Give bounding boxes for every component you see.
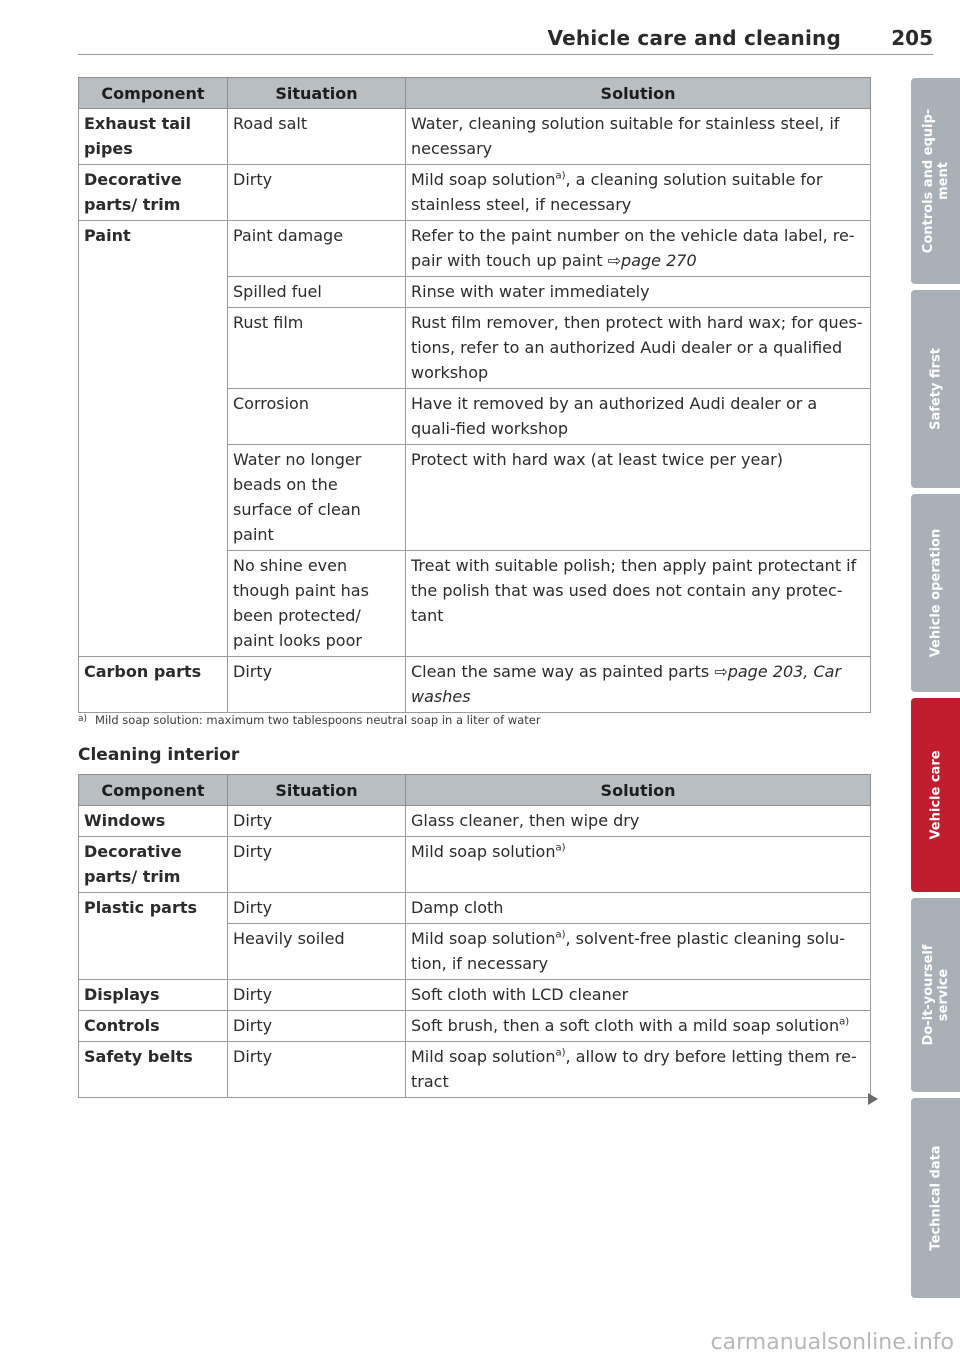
- row-solution: [406, 221, 871, 277]
- column-header-situation: Situation: [228, 775, 406, 806]
- page-ref-arrow-icon: ⇨: [714, 662, 728, 681]
- solution-text: Mild soap solution: [411, 842, 556, 861]
- footnote-marker: a): [555, 929, 566, 941]
- row-component: Decorative parts/ trim: [79, 165, 228, 221]
- tab-label: Do-it-yourself service: [920, 944, 951, 1046]
- interior-cleaning-table: [78, 774, 871, 1098]
- footnote-marker: a): [555, 170, 566, 182]
- column-header-situation: Situation: [228, 78, 406, 109]
- row-solution: Have it removed by an authorized Audi dealer or a quali-fied workshop: [406, 389, 871, 445]
- footnote: [78, 713, 541, 727]
- row-situation: Spilled fuel: [228, 277, 406, 308]
- footnote-marker: a): [839, 1016, 850, 1028]
- tab-label: Technical data: [928, 1145, 943, 1251]
- row-situation: Dirty: [228, 1042, 406, 1098]
- row-solution: [406, 1011, 871, 1042]
- row-component: Safety belts: [79, 1042, 228, 1098]
- footnote-mark: a): [78, 714, 88, 724]
- page-header: [78, 22, 933, 55]
- table-row: [79, 980, 871, 1011]
- footnote-marker: a): [555, 1047, 566, 1059]
- table-row: [79, 1042, 871, 1098]
- footnote-text: Mild soap solution: maximum two tablespoons neutral soap in a liter of water: [95, 713, 541, 727]
- row-solution: Soft cloth with LCD cleaner: [406, 980, 871, 1011]
- row-situation: No shine even though paint has been protected/ paint looks poor: [228, 551, 406, 657]
- solution-text-continued: , solvent-free plastic cleaning solu-tion, if necessary: [411, 929, 846, 973]
- tab-do-it-yourself-service[interactable]: [911, 898, 960, 1092]
- row-component: Windows: [79, 806, 228, 837]
- row-situation: Dirty: [228, 806, 406, 837]
- table-header-row: [79, 78, 871, 109]
- table-row: [79, 165, 871, 221]
- table-row: [79, 893, 871, 924]
- column-header-solution: Solution: [406, 78, 871, 109]
- row-solution: Water, cleaning solution suitable for stainless steel, if necessary: [406, 109, 871, 165]
- solution-text-continued: , a cleaning solution suitable for stainless steel, if necessary: [411, 170, 823, 214]
- row-situation: Rust film: [228, 308, 406, 389]
- solution-text: Mild soap solution: [411, 1047, 556, 1066]
- table-row: [79, 109, 871, 165]
- row-situation: Paint damage: [228, 221, 406, 277]
- solution-text: Soft brush, then a soft cloth with a mild soap solution: [411, 1016, 840, 1035]
- tab-controls-and-equipment[interactable]: [911, 78, 960, 284]
- row-situation: Dirty: [228, 165, 406, 221]
- column-header-solution: Solution: [406, 775, 871, 806]
- tab-label: Vehicle operation: [928, 528, 943, 658]
- chapter-title: Vehicle care and cleaning: [547, 26, 841, 50]
- solution-text-continued: , allow to dry before letting them re-tract: [411, 1047, 857, 1091]
- page-ref-arrow-icon: ⇨: [607, 251, 622, 270]
- table-row: [79, 806, 871, 837]
- row-solution: [406, 657, 871, 713]
- row-situation: Dirty: [228, 657, 406, 713]
- row-component: Paint: [79, 221, 228, 657]
- row-component: Exhaust tail pipes: [79, 109, 228, 165]
- row-solution: [406, 837, 871, 893]
- tab-safety-first[interactable]: [911, 290, 960, 488]
- page-number: 205: [891, 26, 933, 50]
- continue-arrow-icon: [868, 1093, 878, 1105]
- tab-label: Controls and equip- ment: [920, 108, 951, 254]
- tab-label: Vehicle care: [928, 750, 943, 840]
- tab-vehicle-operation[interactable]: [911, 494, 960, 692]
- row-situation: Dirty: [228, 980, 406, 1011]
- tab-label: Safety first: [928, 348, 943, 430]
- row-situation: Dirty: [228, 837, 406, 893]
- row-solution: [406, 1042, 871, 1098]
- row-solution: Rinse with water immediately: [406, 277, 871, 308]
- row-situation: Road salt: [228, 109, 406, 165]
- table-row: [79, 1011, 871, 1042]
- row-component: Controls: [79, 1011, 228, 1042]
- row-situation: Dirty: [228, 1011, 406, 1042]
- section-heading: Cleaning interior: [78, 745, 240, 765]
- row-solution: [406, 165, 871, 221]
- footnote-marker: a): [555, 842, 566, 854]
- tab-vehicle-care[interactable]: [911, 698, 960, 892]
- table-row: [79, 221, 871, 277]
- row-situation: Corrosion: [228, 389, 406, 445]
- table-header-row: [79, 775, 871, 806]
- solution-text: Mild soap solution: [411, 929, 556, 948]
- page-reference-link[interactable]: page 203, Car washes: [411, 662, 842, 706]
- solution-text: Mild soap solution: [411, 170, 556, 189]
- tab-technical-data[interactable]: [911, 1098, 960, 1298]
- row-component: Carbon parts: [79, 657, 228, 713]
- row-component: Plastic parts: [79, 893, 228, 980]
- row-solution: [406, 924, 871, 980]
- table-row: [79, 837, 871, 893]
- column-header-component: Component: [79, 78, 228, 109]
- watermark: carmanualsonline.info: [710, 1330, 954, 1355]
- row-solution: Treat with suitable polish; then apply paint protectant if the polish that was used does not contain any protec-tant: [406, 551, 871, 657]
- solution-text: Clean the same way as painted parts: [411, 662, 715, 681]
- row-solution: Rust film remover, then protect with hard wax; for ques-tions, refer to an authorized Audi dealer or a qualified workshop: [406, 308, 871, 389]
- row-solution: Damp cloth: [406, 893, 871, 924]
- row-situation: Water no longer beads on the surface of clean paint: [228, 445, 406, 551]
- row-solution: Glass cleaner, then wipe dry: [406, 806, 871, 837]
- table-row: [79, 657, 871, 713]
- page-reference-link[interactable]: page 270: [621, 251, 697, 270]
- column-header-component: Component: [79, 775, 228, 806]
- row-situation: Heavily soiled: [228, 924, 406, 980]
- row-solution: Protect with hard wax (at least twice per year): [406, 445, 871, 551]
- exterior-cleaning-table: [78, 77, 871, 713]
- row-component: Displays: [79, 980, 228, 1011]
- row-component: Decorative parts/ trim: [79, 837, 228, 893]
- solution-text: Refer to the paint number on the vehicle data label, re-pair with touch up paint: [411, 226, 855, 270]
- row-situation: Dirty: [228, 893, 406, 924]
